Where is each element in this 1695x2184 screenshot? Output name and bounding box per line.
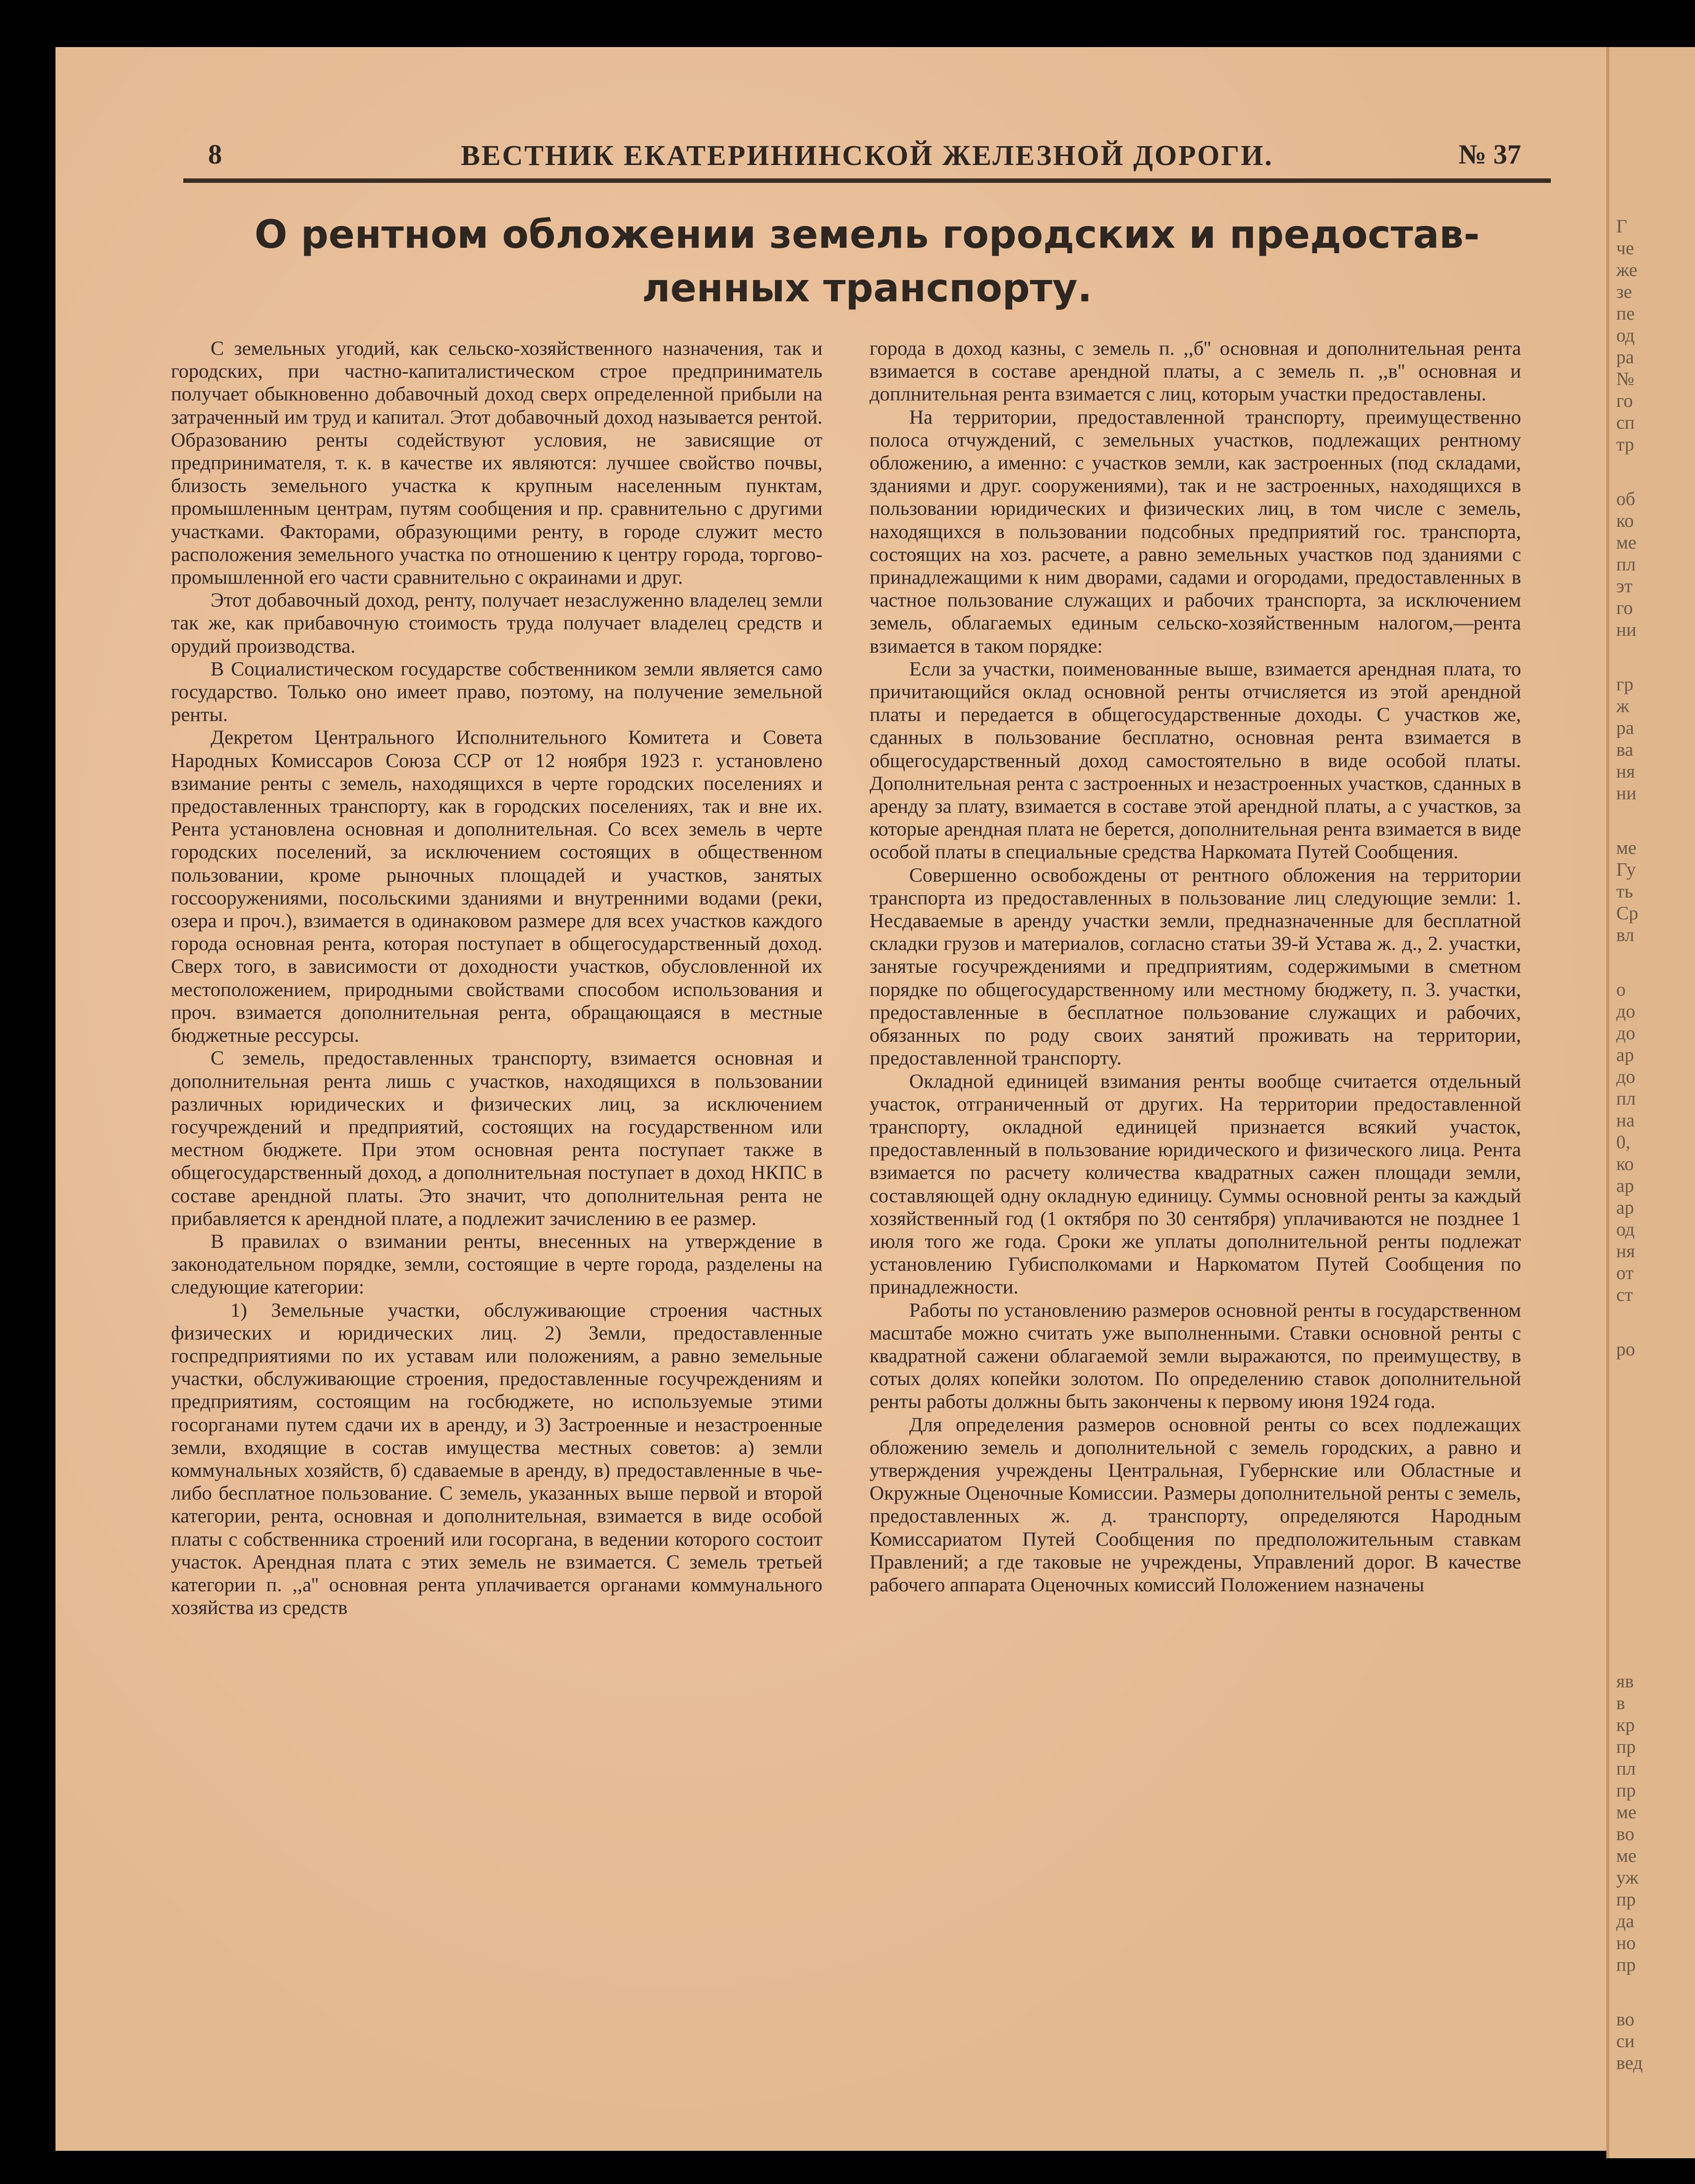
adjacent-page-fragment: Гу [1616, 859, 1636, 880]
adjacent-page-fragment: ме [1616, 1846, 1637, 1866]
adjacent-page-fragment: Г [1616, 216, 1627, 237]
adjacent-page-fragment: ва [1616, 739, 1634, 760]
paragraph: На территории, предоставленной транспорту, преимущественно полоса отчуждений, с земельных участков, подлежащих рентному обложению, а именно: с участков земли, как застроенных (под складами, зданиями и друг. сооружениями), так и не застроенных, находящихся в пользовании юридических и физических лиц, в том числе с земель, находящихся в пользовании подсобных предприятий гос. транспорта, состоящих на хоз. расчете, а равно земельных участков под зданиями с принадлежащими к ним дворами, садами и огородами, предоставленных в частное пользование служащих и рабочих транспорта, за исключением земель, облагаемых единым сельско-хозяйственным налогом,—рента взимается в таком порядке: [870, 405, 1521, 657]
adjacent-page-fragment: го [1616, 391, 1633, 411]
right-column [870, 337, 1521, 2121]
paragraph: Декретом Центрального Исполнительного Комитета и Совета Народных Комиссаров Союза ССР от 12 ноября 1923 г. установлено взимание ренты с земель, находящихся в черте городских поселениях и предоставленных транспорту, как в городских поселениях, так и вне их. Рента установлена основная и дополнительная. Со всех земель в черте городских поселений, за исключением состоящих в общественном пользовании, кроме рыночных площадей и участков, занятых гоcсооружениями, посольскими зданиями и внутренними водами (реки, озера и проч.), взимается в одинаковом размере для всех участков каждого города основная рента, которая поступает в общегосударственный доход. Сверх того, в зависимости от доходности участков, обусловленной их местоположением, природными свойствами способом использования и проч. взимается дополнительная рента, обращающаяся в местные бюджетные рессурсы. [171, 726, 822, 1047]
adjacent-page-fragment: вл [1616, 925, 1635, 946]
paragraph: Работы по установлению размеров основной ренты в государственном масштабе можно считать уже выполненными. Ставки основной ренты с квадратной сажени облагаемой земли выражаются, по преимуществу, в сотых долях копейки золотом. По определению ставок дополнительной ренты работы должны быть закончены к первому июня 1924 года. [870, 1298, 1521, 1413]
adjacent-page-fragment: пр [1616, 1736, 1636, 1757]
adjacent-page-edge [1606, 47, 1695, 2158]
adjacent-page-fragment: пл [1616, 1758, 1636, 1779]
adjacent-page-fragment: кр [1616, 1715, 1635, 1736]
issue-number: № 37 [1458, 139, 1521, 170]
adjacent-page-fragment: яв [1616, 1671, 1634, 1692]
adjacent-page-fragment: о [1616, 979, 1626, 1000]
paragraph: 1) Земельные участки, обслуживающие строения частных физических и юридических лиц. 2) Земли, предоставленные госпредприятиями по их уставам или положениям, а равно земельные участки, обслуживающие строения, предоставленные госучреждениям и предприятиям, состоящим на госбюджете, но используемые этими госорганами путем сдачи их в аренду, и 3) Застроенные и незастроенные земли, входящие в состав имущества местных советов: а) земли коммунальных хозяйств, б) сдаваемые в аренду, в) предоставленные в чье-либо бесплатное пользование. С земель, указанных выше первой и второй категории, рента, основная и дополнительная, взимается в виде особой платы с собственника строений или госоргана, в ведении которого состоит участок. Арендная плата с этих земель не взимается. С земель третьей категории п. ,,а'' основная рента уплачивается органами коммунального хозяйства из средств [171, 1298, 822, 1619]
adjacent-page-fragment: ко [1616, 510, 1634, 531]
paragraph: С земельных угодий, как сельско-хозяйственного назначения, так и городских, при частно-капиталистическом строе предприниматель получает обыкновенно добавочный доход сверх определенной прибыли на затраченный им труд и капитал. Этот добавочный доход называется рентой. Образованию ренты содействуют условия, не зависящие от предпринимателя, т. к. в качестве их являются: лучшее свойство почвы, близость земельного участка к крупным населенным пунктам, промышленным центрам, путям сообщения и пр. сравнительно с другими участками. Факторами, образующими ренту, в городе служит место расположения земельного участка по отношению к центру города, торгово-промышленной его части сравнительно с окраинами и друг. [171, 337, 822, 589]
adjacent-page-fragment: сп [1616, 412, 1635, 433]
adjacent-page-fragment: пе [1616, 303, 1635, 324]
adjacent-page-fragment: от [1616, 1263, 1634, 1284]
article-title-line-1: О рентном обложении земель городских и предостав- [254, 213, 1480, 257]
adjacent-page-fragment: ж [1616, 696, 1630, 717]
article-title-line-2: ленных транспорту. [642, 266, 1093, 311]
adjacent-page-fragment: до [1616, 1023, 1636, 1044]
adjacent-page-fragment: ко [1616, 1154, 1634, 1175]
adjacent-page-fragment: ня [1616, 1241, 1635, 1262]
adjacent-page-fragment: зе [1616, 281, 1632, 302]
adjacent-page-fragment: ро [1616, 1339, 1635, 1360]
adjacent-page-fragment: во [1616, 1824, 1635, 1845]
adjacent-page-fragment: до [1616, 1066, 1636, 1087]
adjacent-page-fragment: 0, [1616, 1132, 1631, 1153]
adjacent-page-fragment: до [1616, 1001, 1636, 1022]
adjacent-page-fragment: пр [1616, 1955, 1636, 1975]
paragraph: Этот добавочный доход, ренту, получает незаслуженно владелец земли так же, как прибавочную стоимость труда получает владелец средств и орудий производства. [171, 589, 822, 657]
adjacent-page-fragment: же [1616, 260, 1638, 280]
adjacent-page-fragment: ме [1616, 532, 1637, 553]
paragraph: В Социалистическом государстве собственником земли является само государство. Только оно имеет право, поэтому, на получение земельной ренты. [171, 657, 822, 726]
paragraph: Окладной единицей взимания ренты вообще считается отдельный участок, отграниченный от других. На территории предоставленной транспорту, окладной единицей признается всякий участок, предоставленный в пользование юридического и физического лица. Рента взимается по расчету количества квадратных сажен площади земли, составляющей одну окладную единицу. Суммы основной ренты за каждый хозяйственный год (1 октября по 30 сентября) уплачиваются не позднее 1 июля того же года. Сроки же уплаты дополнительной ренты подлежат установлению Губисполкомами и Наркоматом Путей Сообщения по принадлежности. [870, 1069, 1521, 1298]
paragraph: С земель, предоставленных транспорту, взимается основная и дополнительная рента лишь с участков, находящихся в пользовании различных юридических и физических лиц, за исключением госучреждений и предприятий, состоящих на государственном или местном бюджете. При этом основная рента поступает также в общегосударственный доход, а дополнительная поступает в доход НКПС в составе арендной платы. Это значит, что дополнительная рента не прибавляется к арендной плате, а подлежит зачислению в ее размер. [171, 1047, 822, 1230]
adjacent-page-fragment: пр [1616, 1889, 1636, 1910]
article-title [183, 208, 1551, 315]
adjacent-page-fragment: ня [1616, 761, 1635, 782]
adjacent-page-fragment: ме [1616, 1802, 1637, 1823]
adjacent-page-fragment: че [1616, 238, 1634, 259]
adjacent-page-fragment: ар [1616, 1197, 1634, 1218]
adjacent-page-fragment: ст [1616, 1285, 1633, 1305]
adjacent-page-fragment: ра [1616, 718, 1634, 738]
adjacent-page-fragment: эт [1616, 576, 1633, 597]
left-column [171, 337, 822, 2121]
running-header [183, 134, 1551, 183]
paragraph: В правилах о взимании ренты, внесенных на утверждение в законодательном порядке, земли, состоящие в черте города, разделены на следующие категории: [171, 1230, 822, 1298]
adjacent-page-fragment: во [1616, 2009, 1635, 2030]
adjacent-page-fragment: ар [1616, 1045, 1634, 1065]
adjacent-page-fragment: уж [1616, 1867, 1639, 1888]
adjacent-page-fragment: ме [1616, 838, 1637, 858]
adjacent-page-fragment: ар [1616, 1176, 1634, 1196]
adjacent-page-fragment: од [1616, 1219, 1635, 1240]
paragraph: города в доход казны, с земель п. ,,б'' основная и дополнительная рента взимается в составе арендной платы, а с земель п. ,,в'' основная и доплнительная рента взимается с лиц, которым участки предоставлены. [870, 337, 1521, 405]
journal-title: ВЕСТНИК ЕКАТЕРИНИНСКОЙ ЖЕЛЕЗНОЙ ДОРОГИ. [461, 139, 1273, 171]
adjacent-page-fragment: ра [1616, 347, 1634, 368]
paragraph: Совершенно освобождены от рентного обложения на территории транспорта из предоставленных в пользование лиц следующие земли: 1. Несдаваемые в аренду участки земли, предназначенные для бесплатной складки грузов и материалов, согласно статьи 39-й Устава ж. д., 2. участки, занятые госучреждениями и предприятиям, содержимыми в сметном порядке по общегосударственному или местному бюджету, п. 3. участки, предоставленные в бесплатное пользование служащих и рабочих, обязанных по роду своих занятий проживать на территории, предоставленной транспорту. [870, 863, 1521, 1069]
paragraph: Для определения размеров основной ренты со всех подлежащих обложению земель и дополнительной с земель городских, а равно и утверждения учреждены Центральная, Губернские или Областные и Окружные Оценочные Комиссии. Размеры дополнительной ренты с земель, предоставленных ж. д. транспорту, определяются Народным Комиссариатом Путей Сообщения по предположительным ставкам Правлений; а где таковые не учреждены, Управлений дорог. В качестве рабочего аппарата Оценочных комиссий Положением назначены [870, 1413, 1521, 1596]
adjacent-page-fragment: си [1616, 2031, 1635, 2052]
adjacent-page-fragment: об [1616, 489, 1636, 509]
adjacent-page-fragment: ть [1616, 881, 1633, 902]
adjacent-page-fragment: го [1616, 598, 1633, 618]
adjacent-page-fragment: да [1616, 1911, 1635, 1932]
adjacent-page-fragment: ни [1616, 783, 1637, 804]
adjacent-page-fragment: на [1616, 1110, 1635, 1131]
adjacent-page-fragment: вед [1616, 2053, 1643, 2073]
adjacent-page-fragment: № [1616, 369, 1635, 390]
adjacent-page-fragment: пл [1616, 1088, 1636, 1109]
adjacent-page-fragment: но [1616, 1933, 1636, 1954]
adjacent-page-fragment: тр [1616, 434, 1635, 455]
adjacent-page-fragment: гр [1616, 674, 1634, 695]
adjacent-page-fragment: в [1616, 1693, 1625, 1714]
adjacent-page-fragment: од [1616, 325, 1635, 346]
adjacent-page-fragment: Ср [1616, 903, 1639, 924]
adjacent-page-fragment: пр [1616, 1780, 1636, 1801]
adjacent-page-fragment: пл [1616, 554, 1636, 575]
paragraph: Если за участки, поименованные выше, взимается арендная плата, то причитающийся оклад основной ренты отчисляется из этой арендной платы и передается в общегосударственные доходы. С участков же, сданных в пользование бесплатно, основная рента взимается в общегосударственный доход самостоятельно в виде особой платы. Дополнительная рента с застроенных и незастроенных участков, сданных в аренду за плату, взимается в составе этой арендной платы, а с участков, за которые арендная плата не берется, дополнительная рента взимается в виде особой платы в специальные средства Наркомата Путей Сообщения. [870, 657, 1521, 863]
page-number: 8 [208, 139, 222, 170]
adjacent-page-fragment: ни [1616, 619, 1637, 640]
